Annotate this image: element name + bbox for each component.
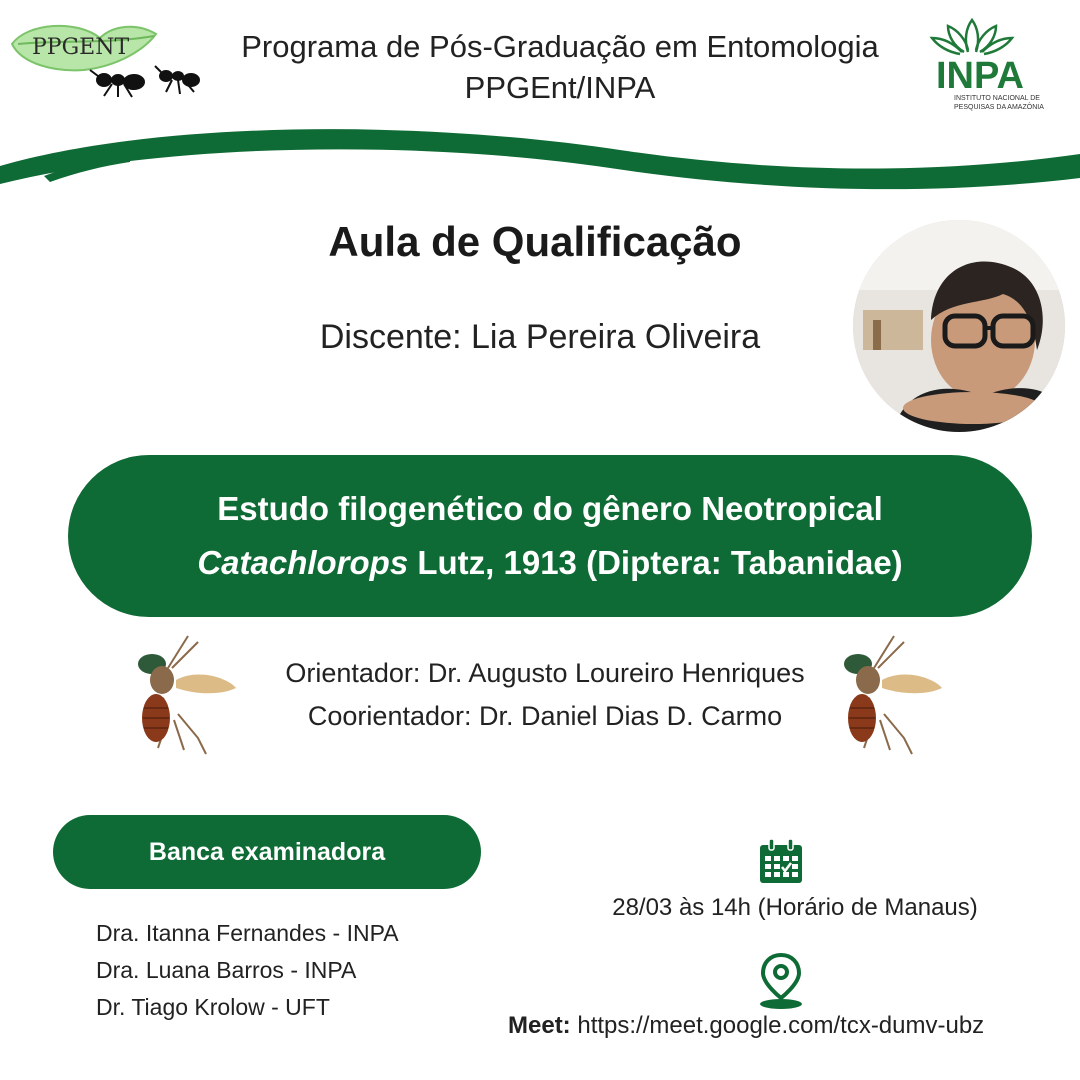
student-photo: [853, 220, 1065, 432]
inpa-logo-subtitle-1: INSTITUTO NACIONAL DE: [954, 95, 1040, 102]
meet-label: Meet:: [508, 1012, 571, 1039]
committee-members: [96, 915, 399, 1026]
inpa-logo-text: INPA: [936, 55, 1024, 97]
calendar-icon: [757, 838, 805, 886]
program-title: [200, 26, 920, 108]
inpa-logo: [926, 14, 1066, 114]
program-title-line1: Programa de Pós-Graduação em Entomologia: [241, 29, 879, 64]
ppgent-logo: [8, 14, 200, 98]
advisor-name: Orientador: Dr. Augusto Loureiro Henriques: [285, 658, 805, 688]
committee-member: Dra. Itanna Fernandes - INPA: [96, 920, 399, 946]
meet-link[interactable]: [508, 1012, 984, 1040]
committee-heading: Banca examinadora: [53, 815, 481, 889]
thesis-title-line2-rest: Lutz, 1913 (Diptera: Tabanidae): [408, 544, 903, 581]
student-name: Discente: Lia Pereira Oliveira: [319, 318, 761, 356]
thesis-title-banner: [68, 455, 1032, 617]
event-datetime: 28/03 às 14h (Horário de Manaus): [612, 894, 978, 921]
ppgent-logo-text: PPGENT: [32, 35, 130, 60]
event-title: Aula de Qualificação: [328, 218, 742, 265]
inpa-logo-subtitle-2: PESQUISAS DA AMAZÔNIA: [954, 104, 1044, 111]
thesis-genus-name: Catachlorops: [197, 544, 409, 581]
advisors: [200, 652, 890, 738]
coadvisor-name: Coorientador: Dr. Daniel Dias D. Carmo: [307, 701, 783, 731]
committee-member: Dr. Tiago Krolow - UFT: [96, 994, 330, 1020]
committee-member: Dra. Luana Barros - INPA: [96, 957, 357, 983]
location-pin-icon: [758, 952, 804, 1010]
thesis-title-line1: Estudo filogenético do gênero Neotropical: [217, 490, 883, 527]
program-title-line2: PPGEnt/INPA: [464, 70, 656, 105]
thesis-title-line2: [197, 541, 902, 585]
meet-url[interactable]: https://meet.google.com/tcx-dumv-ubz: [570, 1012, 985, 1039]
header-swoosh: [0, 110, 1080, 205]
